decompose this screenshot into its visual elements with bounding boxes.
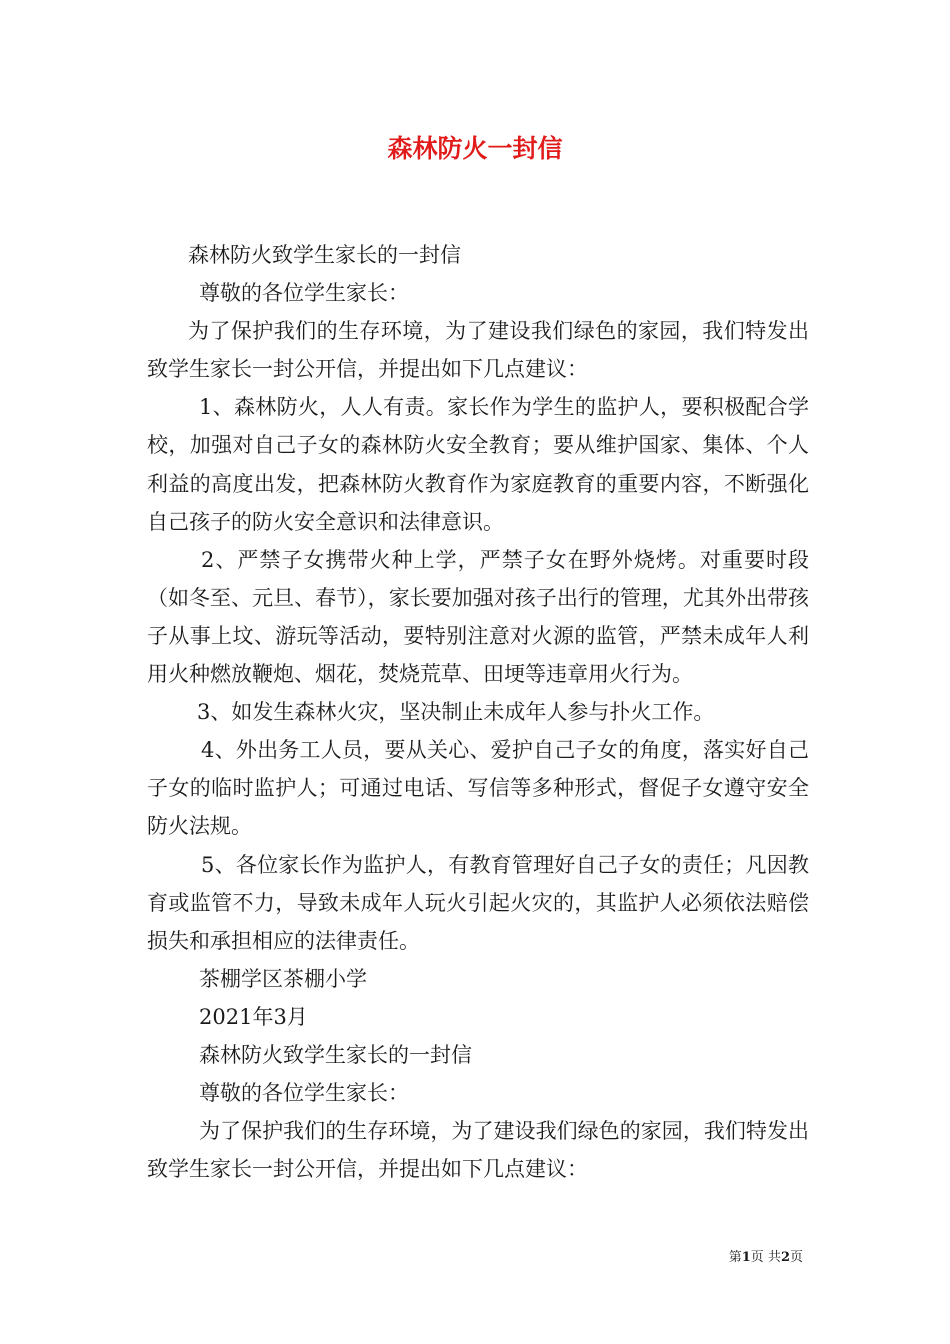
footer-suffix: 页: [789, 1250, 803, 1265]
document-body: [147, 236, 809, 1188]
suggestion-2: 2、严禁子女携带火种上学，严禁子女在野外烧烤。对重要时段（如冬至、元旦、春节），家长要加强对孩子出行的管理，尤其外出带孩子从事上坟、游玩等活动，要特别注意对火源的监管，严禁未成年人利用火种燃放鞭炮、烟花，焚烧荒草、田埂等违章用火行为。: [147, 547, 809, 687]
salutation-repeat: 尊敬的各位学生家长：: [199, 1081, 409, 1106]
suggestion-5: 5、各位家长作为监护人，有教育管理好自己子女的责任；凡因教育或监管不力，导致未成年人玩火引起火灾的，其监护人必须依法赔偿损失和承担相应的法律责任。: [147, 852, 809, 953]
page-footer: [729, 1249, 803, 1267]
salutation: 尊敬的各位学生家长：: [199, 281, 409, 306]
suggestion-1: 1、森林防火，人人有责。家长作为学生的监护人，要积极配合学校，加强对自己子女的森林防火安全教育；要从维护国家、集体、个人利益的高度出发，把森林防火教育作为家庭教育的重要内容，不断强化自己孩子的防火安全意识和法律意识。: [147, 395, 809, 534]
footer-prefix: 第: [728, 1250, 742, 1265]
intro-paragraph: 为了保护我们的生存环境，为了建设我们绿色的家园，我们特发出致学生家长一封公开信，并提出如下几点建议：: [147, 319, 809, 382]
document-title: 森林防火一封信: [387, 134, 563, 163]
footer-total-pages: 2: [780, 1250, 790, 1265]
suggestion-3: 3、如发生森林火灾，坚决制止未成年人参与扑火工作。: [197, 700, 715, 725]
date: 2021年3月: [199, 1004, 308, 1029]
letter-heading-repeat: 森林防火致学生家长的一封信: [199, 1042, 472, 1067]
letter-heading: 森林防火致学生家长的一封信: [188, 243, 461, 267]
signature: 茶棚学区茶棚小学: [199, 966, 367, 991]
footer-page-number: 1: [741, 1250, 751, 1265]
intro-paragraph-repeat: 为了保护我们的生存环境，为了建设我们绿色的家园，我们特发出致学生家长一封公开信，并提出如下几点建议：: [147, 1119, 809, 1182]
footer-middle: 页 共: [750, 1250, 781, 1265]
suggestion-4: 4、外出务工人员，要从关心、爱护自己子女的角度，落实好自己子女的临时监护人；可通过电话、写信等多种形式，督促子女遵守安全防火法规。: [147, 738, 809, 839]
